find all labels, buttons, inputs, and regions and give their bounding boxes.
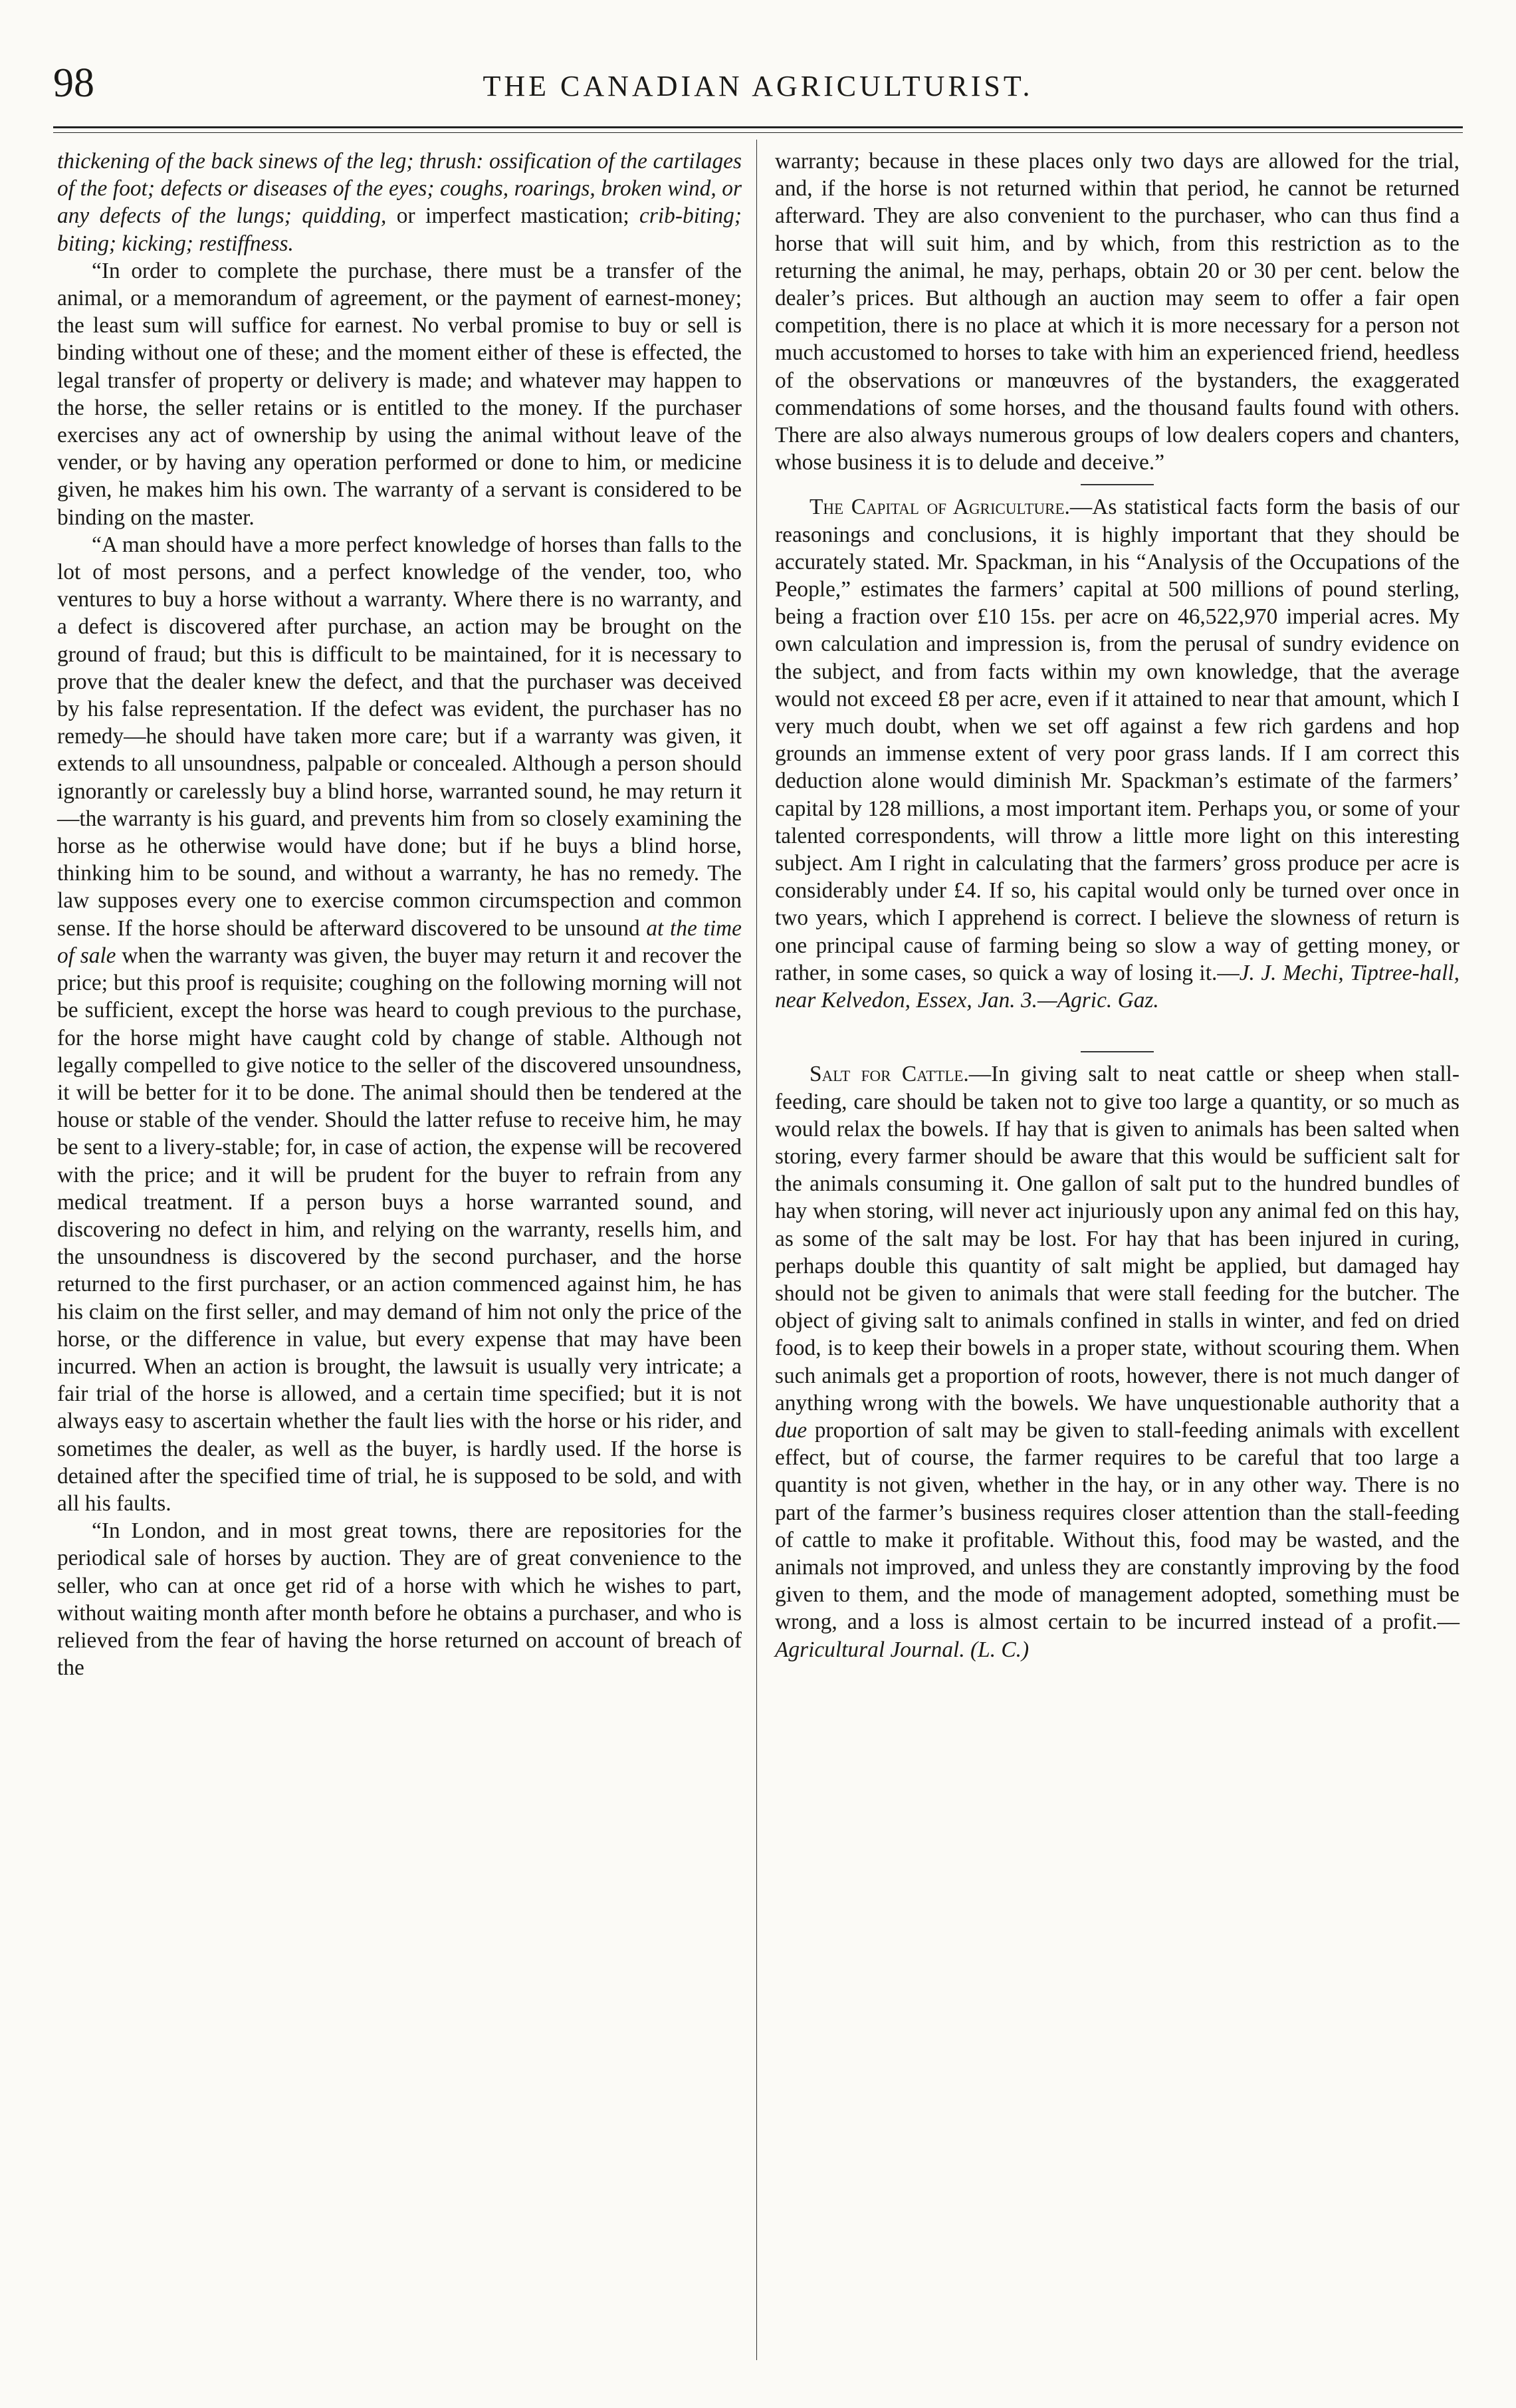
header-rule-thick bbox=[53, 126, 1463, 128]
article-capital bbox=[775, 493, 1460, 1014]
page-number: 98 bbox=[53, 60, 94, 106]
intro-roman: or imperfect mastication; bbox=[386, 203, 640, 229]
left-column bbox=[57, 148, 742, 1681]
intro-paragraph bbox=[57, 148, 742, 257]
salt-italic-due: due bbox=[775, 1417, 808, 1443]
paragraph-london: “In London, and in most great towns, there are repositories for the periodical sale of horses by auction. They are of great convenience to the seller, who can at once get rid of a horse with which he wishes to part, without waiting month after month before he obtains a purchaser, and who is relieved from the fear of having the horse returned on account of breach of the bbox=[57, 1518, 742, 1681]
salt-text-a: —In giving salt to neat cattle or sheep when stall-feeding, care should be taken not to give too large a quantity, or so much as would relax the bowels. If hay that is given to animals has been salted when storing, every farmer should be aware that this would be sufficient salt for the animals consuming it. One gallon of salt put to the hundred bundles of hay when storing, will never act injuriously upon any animal fed on this hay, as some of the salt may be lost. For hay that has been injured in curing, perhaps double this quantity of salt might be applied, but damaged hay should not be given to animals that were stall feeding for the butcher. The object of giving salt to animals confined in stalls in winter, and fed on dried food, is to keep their bowels in a proper state, without scouring them. When such animals get a proportion of roots, however, there is not much danger of anything wrong with the bowels. We have unquestionable authority that a bbox=[775, 1062, 1460, 1415]
section-divider bbox=[1081, 1051, 1154, 1052]
paragraph-knowledge bbox=[57, 531, 742, 1517]
page-header bbox=[53, 57, 1463, 116]
salt-text-b: proportion of salt may be given to stall-feeding animals with excellent effect, but of course, the farmer requires to be careful that too large a quantity is not given, whether in the hay, or in any other way. There is no part of the farmer’s business requires closer attention than the stall-feeding of cattle to make it profitable. Without this, food may be wasted, and the animals not improved, and unless they are constantly improving by the food given to them, and the mode of management adopted, something must be wrong, and a loss is almost certain to be incurred instead of a profit.— bbox=[775, 1417, 1460, 1635]
article-salt bbox=[775, 1060, 1460, 1663]
running-title: THE CANADIAN AGRICULTURIST. bbox=[483, 70, 1033, 102]
capital-signature: J. J. Mechi, Tiptree-hall, near Kelvedon, Essex, Jan. 3.—Agric. Gaz. bbox=[775, 960, 1460, 1013]
paragraph-london-continued: warranty; because in these places only two days are allowed for the trial, and, if the horse is not returned within that period, he cannot be returned afterward. They are also convenient to the purchaser, who can thus find a horse that will suit him, and by which, from this restriction as to the returning the animal, he may, perhaps, obtain 20 or 30 per cent. below the dealer’s prices. But although an auction may seem to offer a fair open competition, there is no place at which it is more necessary for a person not much accustomed to horses to take with him an experienced friend, heedless of the observations or manœuvres of the bystanders, the exaggerated commendations of some horses, and the thousand faults found with others. There are also always numerous groups of low dealers copers and chanters, whose business it is to delude and deceive.” bbox=[775, 149, 1460, 475]
intro-italic: thickening of the back sinews of the leg; thrush: ossification of the cartilages of the foot; defects or diseases of the eyes; coughs, roarings, broken wind, or any defects of the lungs; quidding, bbox=[57, 149, 742, 229]
salt-heading: Salt for Cattle. bbox=[810, 1062, 969, 1087]
paragraph-knowledge-italic: at the time of sale bbox=[57, 915, 742, 968]
paragraph-knowledge-b: when the warranty was given, the buyer may return it and recover the price; but this proof is requisite; coughing on the following morning will not be sufficient, except the horse was heard to cough previous to the purchase, for the horse might have caught cold by change of stable. Although not legally compelled to give notice to the seller of the discovered unsoundness, it will be better for it to be done. The animal should then be tendered at the house or stable of the vender. Should the latter refuse to receive him, he may be sent to a livery-stable; for, in case of action, the expense will be recovered with the price; and it will be prudent for the buyer to refrain from any medical treatment. If a person buys a horse warranted sound, and discovering no defect in him, and relying on the warranty, resells him, and the unsoundness is discovered by the second purchaser, and the horse returned to the first purchaser, or an action commenced against him, he has his claim on the first seller, and may demand of him not only the price of the horse, or the difference in value, but every expense that may have been incurred. When an action is brought, the lawsuit is usually very intricate; a fair trial of the horse is allowed, and a certain time specified; but it is not always easy to ascertain whether the fault lies with the horse or his rider, and sometimes the dealer, as well as the buyer, is hardly used. If the horse is detained after the specified time of trial, he is supposed to be sold, and with all his faults. bbox=[57, 943, 742, 1516]
paragraph-purchase: “In order to complete the purchase, there must be a transfer of the animal, or a memorandum of agreement, or the payment of earnest-money; the least sum will suffice for earnest. No verbal promise to buy or sell is binding without one of these; and the moment either of these is effected, the legal transfer of property or delivery is made; and whatever may happen to the horse, the seller retains or is entitled to the money. If the purchaser exercises any act of ownership by using the animal without leave of the vender, or by having any operation performed or done to him, or medicine given, he makes him his own. The warranty of a servant is considered to be binding on the master. bbox=[57, 258, 742, 530]
salt-source: Agricultural Journal. (L. C.) bbox=[775, 1637, 1029, 1662]
paragraph-knowledge-a: “A man should have a more perfect knowledge of horses than falls to the lot of most persons, and a perfect knowledge of the vender, too, who ventures to buy a horse without a warranty. Where there is no warranty, and a defect is discovered after purchase, an action may be brought on the ground of fraud; but this is difficult to be maintained, for it is necessary to prove that the dealer knew the defect, and that the purchaser was deceived by his false representation. If the defect was evident, the purchaser has no remedy—he should have taken more care; but if a warranty was given, it extends to all unsoundness, palpable or concealed. Although a person should ignorantly or carelessly buy a blind horse, warranted sound, he may return it—the warranty is his guard, and prevents him from so closely examining the horse as he otherwise would have done; but if he buys a blind horse, thinking him to be sound, and without a warranty, he has no remedy. The law supposes every one to exercise common circumspection and common sense. If the horse should be afterward discovered to be unsound bbox=[57, 532, 742, 941]
capital-text: —As statistical facts form the basis of our reasonings and conclusions, it is highly important that they should be accurately stated. Mr. Spackman, in his “Analysis of the Occupations of the People,” estimates the farmers’ capital at 500 millions of pound sterling, being a fraction over £10 15s. per acre on 46,522,970 imperial acres. My own calculation and impression is, from the perusal of sundry evidence on the subject, and from facts within my own knowledge, that the average would not exceed £8 per acre, even if it attained to near that amount, which I very much doubt, when we set off against a few rich gardens and hop grounds an immense extent of very poor grass lands. If I am correct this deduction alone would diminish Mr. Spackman’s estimate of the farmers’ capital by 128 millions, a most important item. Perhaps you, or some of your talented correspondents, will throw a little more light on this interesting subject. Am I right in calculating that the farmers’ gross produce per acre is considerably under £4. If so, his capital would only be turned over once in two years, which I apprehend is correct. I believe the slowness of return is one principal cause of farming being so slow a way of getting money, or rather, in some cases, so quick a way of losing it.— bbox=[775, 495, 1460, 985]
header-rule-thin bbox=[53, 132, 1463, 133]
intro-italic-end: crib-biting; biting; kicking; restiffness. bbox=[57, 203, 742, 256]
column-divider bbox=[756, 140, 757, 2360]
capital-heading: The Capital of Agriculture. bbox=[810, 495, 1070, 520]
right-column bbox=[775, 148, 1460, 1663]
section-gap bbox=[775, 1014, 1460, 1043]
section-divider bbox=[1081, 484, 1154, 485]
